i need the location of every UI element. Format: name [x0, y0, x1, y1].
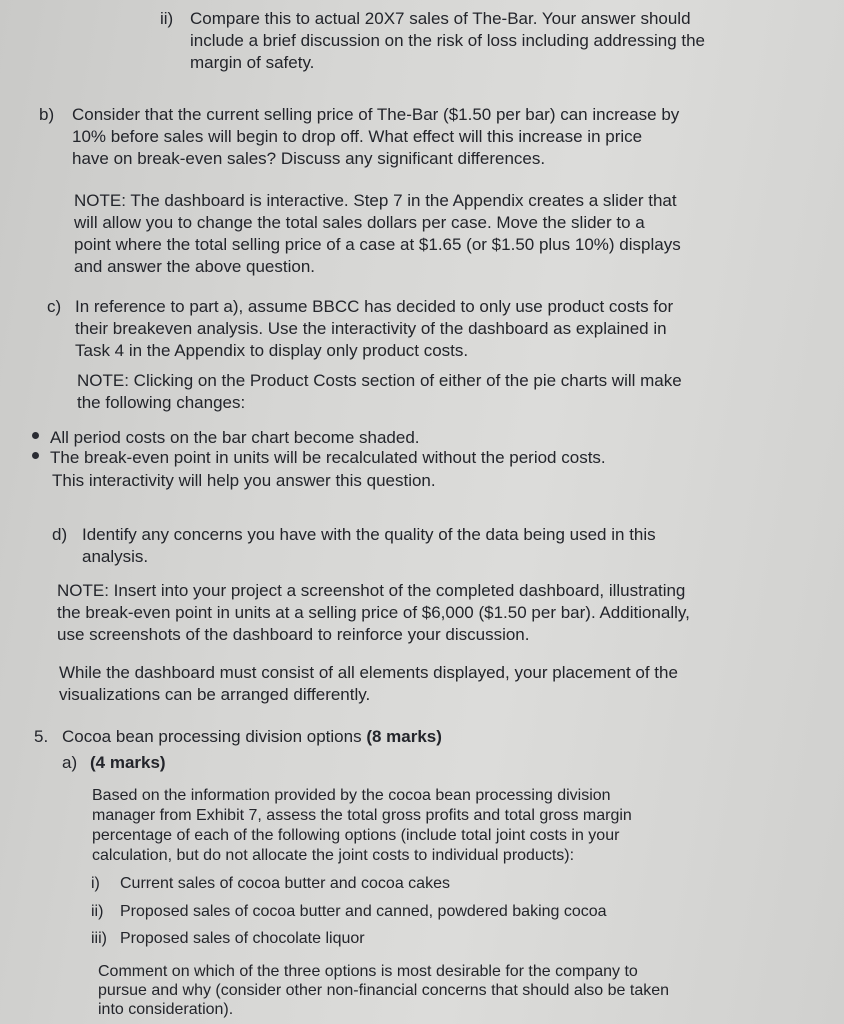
option-3 [91, 929, 365, 949]
bullet-item-1: All period costs on the bar chart become shaded. [50, 428, 420, 447]
placement-note-line-1: While the dashboard must consist of all elements displayed, your placement of the [59, 663, 678, 682]
question-5a-line-3: percentage of each of the following options (include total joint costs in your [92, 827, 620, 844]
question-5a-comment [98, 962, 669, 1019]
option-2 [91, 902, 607, 922]
option-1 [91, 874, 450, 894]
part-d-note-line-1: NOTE: Insert into your project a screenshot of the completed dashboard, illustrating [57, 581, 686, 600]
option-1-marker: i) [91, 875, 100, 892]
comment-line-3: into consideration). [98, 1001, 234, 1018]
part-b-note-line-3: point where the total selling price of a case at $1.65 (or $1.50 plus 10%) displays [74, 235, 681, 254]
part-b-note-line-4: and answer the above question. [74, 257, 316, 276]
part-a-ii-line-3: margin of safety. [190, 53, 315, 72]
question-5-heading [34, 726, 442, 748]
option-3-marker: iii) [91, 930, 107, 947]
option-2-text: Proposed sales of cocoa butter and canned, powdered baking cocoa [120, 903, 607, 920]
question-5a-body [92, 786, 632, 866]
part-b-note [74, 190, 681, 278]
question-5-number: 5. [34, 727, 49, 746]
part-d-line-1: Identify any concerns you have with the quality of the data being used in this [82, 525, 656, 544]
part-d-line-2: analysis. [82, 547, 149, 566]
part-b-line-2: 10% before sales will begin to drop off. What effect will this increase in price [72, 127, 643, 146]
part-d-note-line-3: use screenshots of the dashboard to reinforce your discussion. [57, 625, 530, 644]
part-c [47, 296, 674, 362]
part-c-note [77, 370, 682, 414]
comment-line-1: Comment on which of the three options is most desirable for the company to [98, 963, 638, 980]
bullet-dot-1 [32, 432, 39, 439]
part-c-line-2: their breakeven analysis. Use the interactivity of the dashboard as explained in [75, 319, 667, 338]
part-a-ii-line-1: Compare this to actual 20X7 sales of The-Bar. Your answer should [190, 9, 691, 28]
placement-note-line-2: visualizations can be arranged differently. [59, 685, 371, 704]
part-b-note-line-1: NOTE: The dashboard is interactive. Step 7 in the Appendix creates a slider that [74, 191, 677, 210]
question-5a-line-1: Based on the information provided by the cocoa bean processing division [92, 787, 611, 804]
question-5-marks: (8 marks) [366, 727, 442, 746]
bullet-item-2: The break-even point in units will be recalculated without the period costs. [50, 448, 606, 467]
part-c-marker: c) [47, 297, 62, 316]
part-c-line-3: Task 4 in the Appendix to display only product costs. [75, 341, 469, 360]
part-b [39, 104, 680, 170]
part-a-ii-marker: ii) [160, 9, 174, 28]
option-1-text: Current sales of cocoa butter and cocoa cakes [120, 875, 450, 892]
question-5a-line-4: calculation, but do not allocate the joint costs to individual products): [92, 847, 575, 864]
part-b-marker: b) [39, 105, 55, 124]
comment-line-2: pursue and why (consider other non-financial concerns that should also be taken [98, 982, 670, 999]
option-3-text: Proposed sales of chocolate liquor [120, 930, 365, 947]
part-d [52, 524, 656, 568]
bullet-dot-2 [32, 452, 39, 459]
placement-note [59, 662, 678, 706]
part-b-line-1: Consider that the current selling price of The-Bar ($1.50 per bar) can increase by [72, 105, 680, 124]
question-5a-heading [62, 752, 166, 774]
part-d-note [57, 580, 690, 646]
part-b-note-line-2: will allow you to change the total sales dollars per case. Move the slider to a [74, 213, 645, 232]
part-a-ii [160, 8, 706, 74]
bullet-followup: This interactivity will help you answer this question. [52, 471, 436, 490]
part-d-marker: d) [52, 525, 68, 544]
part-a-ii-line-2: include a brief discussion on the risk of loss including addressing the [190, 31, 706, 50]
question-5-title: Cocoa bean processing division options [62, 727, 362, 746]
part-d-note-line-2: the break-even point in units at a selling price of $6,000 ($1.50 per bar). Additionally, [57, 603, 690, 622]
question-5a-marker: a) [62, 753, 78, 772]
question-5a-line-2: manager from Exhibit 7, assess the total gross profits and total gross margin [92, 807, 632, 824]
part-c-note-line-1: NOTE: Clicking on the Product Costs section of either of the pie charts will make [77, 371, 682, 390]
part-b-line-3: have on break-even sales? Discuss any significant differences. [72, 149, 546, 168]
option-2-marker: ii) [91, 903, 104, 920]
part-c-note-line-2: the following changes: [77, 393, 246, 412]
question-5a-marks: (4 marks) [90, 753, 166, 772]
part-c-line-1: In reference to part a), assume BBCC has decided to only use product costs for [75, 297, 674, 316]
